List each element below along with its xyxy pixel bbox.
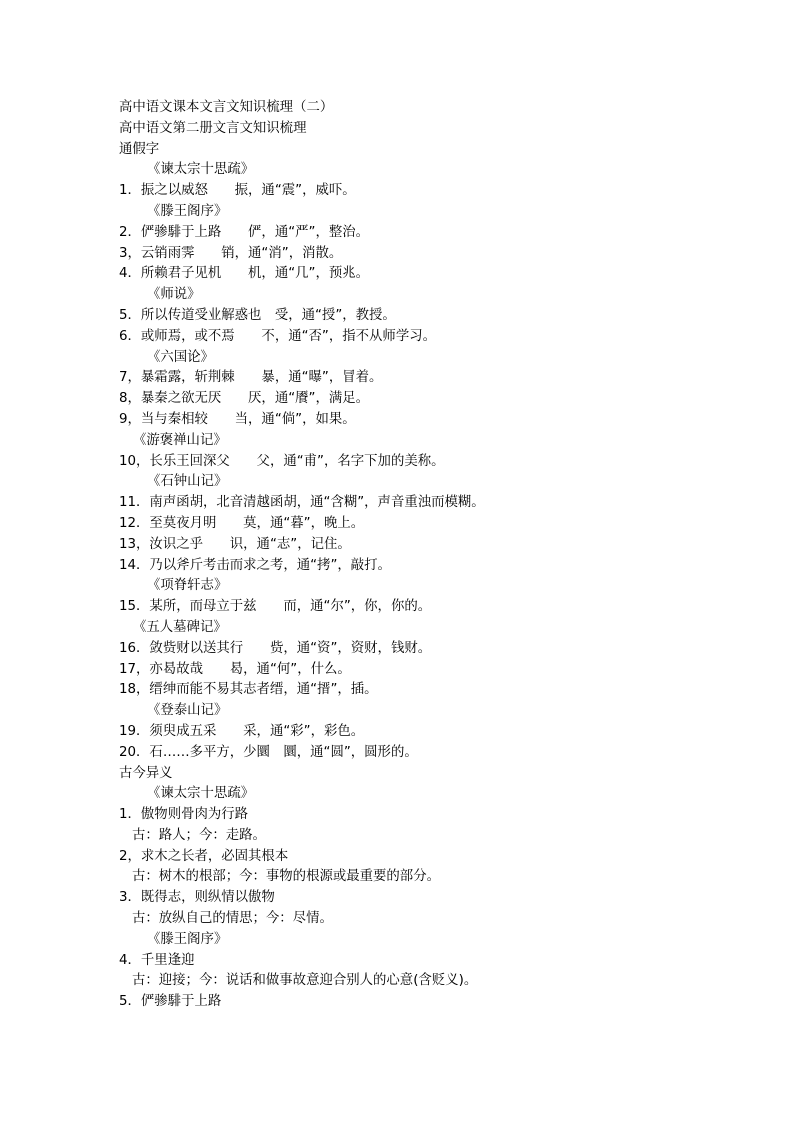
book-title: 《师说》 [147,287,201,303]
book-title: 《项脊轩志》 [147,578,228,594]
list-item: 1．傲物则骨肉为行路 [119,807,249,823]
list-item: 12．至莫夜月明 莫，通“暮”，晚上。 [119,515,365,531]
list-item: 3．既得志，则纵情以傲物 [119,890,275,906]
list-item: 17，亦曷故哉 曷，通“何”，什么。 [119,661,351,677]
section-heading: 通假字 [119,141,160,157]
list-item: 8，暴秦之欲无厌 厌，通“餍”，满足。 [119,391,370,407]
book-title: 《六国论》 [147,349,214,365]
meaning-note: 古：路人；今：走路。 [132,827,266,843]
meaning-note: 古：放纵自己的情思；今：尽情。 [132,911,333,927]
book-title: 《谏太宗十思疏》 [147,162,255,178]
section-heading: 古今异义 [119,765,173,781]
section-heading: 高中语文课本文言文知识梳理（二） [119,100,334,115]
section-heading: 高中语文第二册文言文知识梳理 [119,120,307,136]
list-item: 5．俨骖騑于上路 [119,994,222,1010]
book-title: 《石钟山记》 [147,474,228,490]
list-item: 19．须臾成五采 采，通“彩”，彩色。 [119,723,365,739]
meaning-note: 古：树木的根部；今：事物的根源或最重要的部分。 [132,869,440,885]
list-item: 13，汝识之乎 识，通“志”，记住。 [119,536,351,552]
list-item: 1．振之以威怒 振，通“震”，威吓。 [119,183,356,199]
list-item: 14．乃以斧斤考击而求之考，通“拷”，敲打。 [119,557,391,573]
list-item: 9，当与秦相较 当，通“倘”，如果。 [119,411,356,427]
list-item: 2．俨骖騑于上路 俨，通“严”，整治。 [119,224,370,240]
book-title: 《游褒禅山记》 [133,432,227,448]
book-title: 《登泰山记》 [147,703,228,719]
book-title: 《滕王阁序》 [147,203,228,219]
list-item: 2，求木之长者，必固其根本 [119,848,289,864]
list-item: 7，暴霜露，斩荆棘 暴，通“曝”，冒着。 [119,370,383,386]
list-item: 4．千里逢迎 [119,952,195,968]
list-item: 5．所以传道受业解惑也 受，通“授”，教授。 [119,307,396,323]
list-item: 15．某所，而母立于兹 而，通“尔”，你，你的。 [119,599,432,615]
book-title: 《滕王阁序》 [147,931,228,947]
list-item: 10，长乐王回深父 父，通“甫”，名字下加的美称。 [119,453,445,469]
list-item: 11．南声函胡，北音清越函胡，通“含糊”，声音重浊而模糊。 [119,495,485,511]
list-item: 6．或师焉，或不焉 不，通“否”，指不从师学习。 [119,328,436,344]
book-title: 《五人墓碑记》 [133,619,227,635]
list-item: 20．石……多平方，少圜 圜，通“圆”，圆形的。 [119,744,418,760]
document-body [119,98,739,1013]
book-title: 《谏太宗十思疏》 [147,786,255,802]
list-item: 18，缙绅而能不易其志者缙，通“搢”，插。 [119,682,378,698]
list-item: 3，云销雨霁 销，通“消”，消散。 [119,245,343,261]
meaning-note: 古：迎接；今：说话和做事故意迎合别人的心意(含贬义)。 [132,973,478,989]
list-item: 16．敛赀财以送其行 赀，通“资”，资财，钱财。 [119,640,432,656]
list-item: 4．所赖君子见机 机，通“几”，预兆。 [119,266,370,282]
